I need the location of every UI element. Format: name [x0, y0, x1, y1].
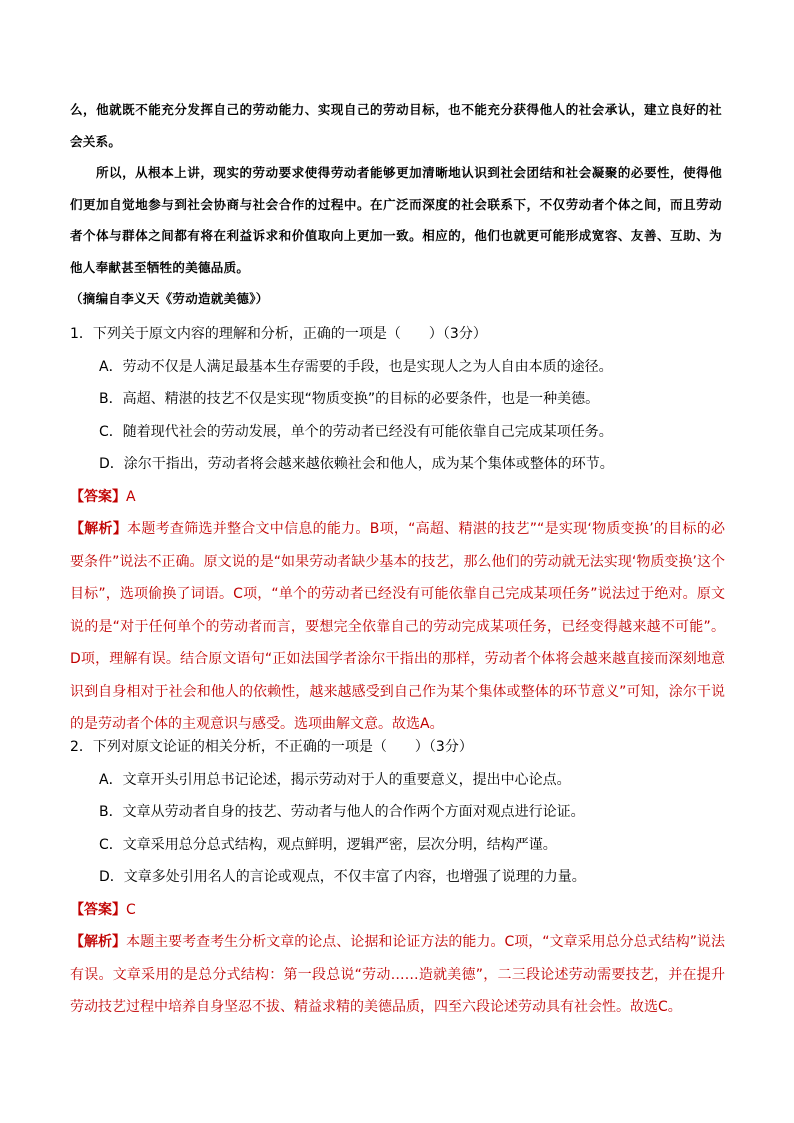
passage-paragraph-1-tail: 么，他就既不能充分发挥自己的劳动能力、实现自己的劳动目标，也不能充分获得他人的社会承认，建立良好的社会关系。 [70, 102, 722, 149]
question-2-answer [70, 894, 725, 927]
passage [70, 94, 722, 315]
question-1-stem: 1．下列关于原文内容的理解和分析，正确的一项是（ ）（3分） [70, 326, 487, 342]
question-1-option-c: C．随着现代社会的劳动发展，单个的劳动者已经没有可能依靠自己完成某项任务。 [99, 423, 613, 440]
question-2-option-a: A．文章开头引用总书记论述，揭示劳动对于人的重要意义，提出中心论点。 [99, 771, 571, 788]
question-1-option-a: A．劳动不仅是人满足最基本生存需要的手段，也是实现人之为人自由本质的途径。 [99, 358, 613, 375]
analysis-text: 本题考查筛选并整合文中信息的能力。B项，“高超、精湛的技艺”“是实现‘物质变换’的目标的必要条件”说法不正确。原文说的是“如果劳动者缺少基本的技艺，那么他们的劳动就无法实现‘物质变换’这个目标”，选项偷换了词语。C项，“单个的劳动者已经没有可能依靠自己完成某项任务”说法过于绝对。原文说的是“对于任何单个的劳动者而言，要想完全依靠自己的劳动完成某项任务，已经变得越来越不可能”。D项，理解有误。结合原文语句“正如法国学者涂尔干指出的那样，劳动者个体将会越来越直接而深刻地意识到自身相对于社会和他人的依赖性，越来越感受到自己作为某个集体或整体的环节意义”可知，涂尔干说的是劳动者个体的主观意识与感受。选项曲解文意。故选A。 [70, 521, 726, 732]
answer-value: A [126, 488, 136, 505]
analysis-tag: 【解析】 [70, 934, 127, 950]
question-2-stem: 2．下列对原文论证的相关分析，不正确的一项是（ ）（3分） [70, 739, 473, 755]
question-1-option-d: D．涂尔干指出，劳动者将会越来越依赖社会和他人，成为某个集体或整体的环节。 [99, 456, 614, 472]
answer-tag: 【答案】 [70, 488, 126, 505]
question-2 [70, 731, 725, 1024]
answer-tag: 【答案】 [70, 901, 126, 918]
question-1-analysis [70, 513, 725, 741]
question-2-analysis [70, 926, 725, 1024]
question-1-answer [70, 481, 725, 514]
question-2-option-c: C．文章采用总分总式结构，观点鲜明，逻辑严密，层次分明，结构严谨。 [99, 836, 557, 853]
answer-value: C [126, 901, 136, 918]
passage-source: （摘编自李义天《劳动造就美德》） [70, 291, 269, 306]
passage-paragraph-2: 所以，从根本上讲，现实的劳动要求使得劳动者能够更加清晰地认识到社会团结和社会凝聚的必要性，使得他们更加自觉地参与到社会协商与社会合作的过程中。在广泛而深度的社会联系下，不仅劳动者个体之间，而且劳动者个体与群体之间都有将在利益诉求和价值取向上更加一致。相应的，他们也就更可能形成宽容、友善、互助、为他人奉献甚至牺牲的美德品质。 [70, 165, 722, 275]
question-2-option-d: D．文章多处引用名人的言论或观点，不仅丰富了内容，也增强了说理的力量。 [99, 869, 586, 885]
question-1-option-b: B．高超、精湛的技艺不仅是实现“物质变换”的目标的必要条件，也是一种美德。 [99, 391, 600, 407]
question-1 [70, 318, 725, 741]
question-2-option-b: B．文章从劳动者自身的技艺、劳动者与他人的合作两个方面对观点进行论证。 [99, 804, 585, 820]
analysis-tag: 【解析】 [70, 521, 128, 537]
analysis-text: 本题主要考查考生分析文章的论点、论据和论证方法的能力。C项，“文章采用总分总式结构”说法有误。文章采用的是总分式结构：第一段总说“劳动……造就美德”，二三段论述劳动需要技艺，并在提升劳动技艺过程中培养自身坚忍不拔、精益求精的美德品质，四至六段论述劳动具有社会性。故选C。 [70, 934, 725, 1015]
